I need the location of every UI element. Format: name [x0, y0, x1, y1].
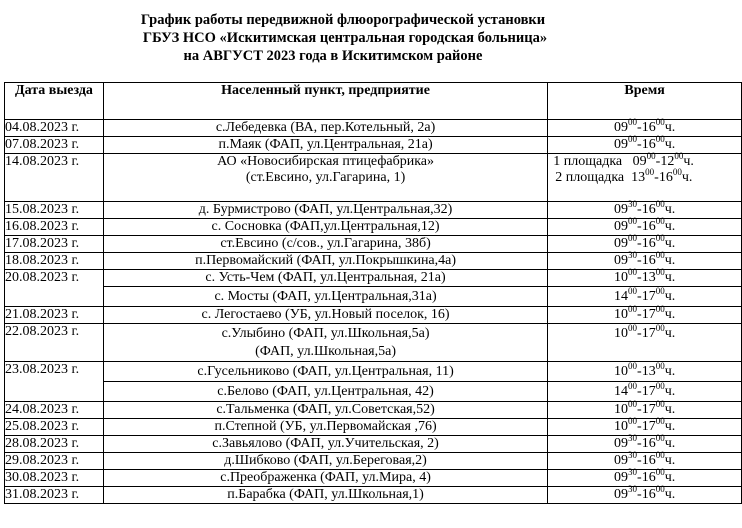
place-cell: с. Легостаево (УБ, ул.Новый поселок, 16): [103, 307, 547, 324]
time-cell: $09^{00}-16^{00}ч$.: [548, 137, 742, 154]
table-row: [5, 307, 742, 324]
date-cell: 16.08.2023 г.: [5, 219, 104, 236]
time-cell: $09^{30}-16^{00}ч$.: [548, 202, 742, 219]
date-cell: 24.08.2023 г.: [5, 402, 104, 419]
date-cell: 21.08.2023 г.: [5, 307, 104, 324]
date-cell: 20.08.2023 г.: [5, 270, 104, 307]
place-cell: д.Шибково (ФАП, ул.Береговая,2): [103, 453, 547, 470]
table-row: [5, 362, 742, 382]
date-cell: 17.08.2023 г.: [5, 236, 104, 253]
time-cell: $09^{00}-16^{00}ч$.: [548, 120, 742, 137]
time-cell: $10^{00}-17^{00}ч$.: [548, 419, 742, 436]
time-cell: $09^{30}-16^{00}ч$.: [548, 453, 742, 470]
title-line-2: ГБУЗ НСО «Искитимская центральная городская больница»: [142, 30, 548, 46]
date-cell: 23.08.2023 г.: [5, 362, 104, 402]
place-cell: п.Барабка (ФАП, ул.Школьная,1): [103, 487, 547, 504]
place-cell: с.Гусельниково (ФАП, ул.Центральная, 11): [103, 362, 547, 382]
time-cell: $10^{00}-17^{00}ч$.: [548, 402, 742, 419]
date-cell: 25.08.2023 г.: [5, 419, 104, 436]
date-cell: 14.08.2023 г.: [5, 154, 104, 202]
time-cell: $10^{00}-13^{00}ч$.: [548, 270, 742, 287]
date-cell: 30.08.2023 г.: [5, 470, 104, 487]
date-cell: 28.08.2023 г.: [5, 436, 104, 453]
table-header-row: [5, 83, 742, 120]
time-cell: $09^{00}-16^{00}ч$.: [548, 236, 742, 253]
time-cell: $09^{00}-16^{00}ч$.: [548, 219, 742, 236]
time-cell: $10^{00}-17^{00}ч$.: [548, 307, 742, 324]
table-row: [5, 324, 742, 362]
date-cell: 29.08.2023 г.: [5, 453, 104, 470]
time-cell: $09^{30}-16^{00}ч$.: [548, 470, 742, 487]
time-cell: $14^{00}-17^{00}ч$.: [548, 287, 742, 307]
title-line-1: График работы передвижной флюорографической установки: [140, 12, 546, 28]
date-cell: 22.08.2023 г.: [5, 324, 104, 362]
place-cell: п.Маяк (ФАП, ул.Центральная, 21а): [103, 137, 547, 154]
place-cell: с.Завьялово (ФАП, ул.Учительская, 2): [103, 436, 547, 453]
date-cell: 31.08.2023 г.: [5, 487, 104, 504]
time-cell: $09^{30}-16^{00}ч$.: [548, 487, 742, 504]
date-cell: 04.08.2023 г.: [5, 120, 104, 137]
place-cell: с.Тальменка (ФАП, ул.Советская,52): [103, 402, 547, 419]
place-cell: с.Улыбино (ФАП, ул.Школьная,5а) (ФАП, ул.Школьная,5а): [103, 324, 547, 362]
place-cell: д. Бурмистрово (ФАП, ул.Центральная,32): [103, 202, 547, 219]
place-cell: АО «Новосибирская птицефабрика» (ст.Евсино, ул.Гагарина, 1): [103, 154, 547, 202]
document-title: [0, 11, 742, 65]
place-cell: с. Мосты (ФАП, ул.Центральная,31а): [103, 287, 547, 307]
header-time: Время: [548, 83, 742, 120]
table-row: [5, 270, 742, 287]
place-cell: с.Преображенка (ФАП, ул.Мира, 4): [103, 470, 547, 487]
date-cell: 18.08.2023 г.: [5, 253, 104, 270]
table-row: [5, 154, 742, 202]
place-cell: с.Белово (ФАП, ул.Центральная, 42): [103, 382, 547, 402]
place-cell: п.Первомайский (ФАП, ул.Покрышкина,4а): [103, 253, 547, 270]
time-cell: $10^{00}-13^{00}ч$.: [548, 362, 742, 382]
table-row: [5, 487, 742, 504]
header-place: Населенный пункт, предприятие: [103, 83, 547, 120]
place-cell: п.Степной (УБ, ул.Первомайская ,76): [103, 419, 547, 436]
place-cell: с. Сосновка (ФАП,ул.Центральная,12): [103, 219, 547, 236]
date-cell: 07.08.2023 г.: [5, 137, 104, 154]
date-cell: 15.08.2023 г.: [5, 202, 104, 219]
title-line-3: на АВГУСТ 2023 года в Искитимском районе: [183, 48, 483, 64]
schedule-table: [4, 82, 742, 504]
place-cell: с. Усть-Чем (ФАП, ул.Центральная, 21а): [103, 270, 547, 287]
place-cell: ст.Евсино (с/сов., ул.Гагарина, 38б): [103, 236, 547, 253]
time-cell: $10^{00}-17^{00}ч$.: [548, 324, 742, 362]
time-cell: $09^{30}-16^{00}ч$.: [548, 436, 742, 453]
header-date: Дата выезда: [5, 83, 104, 120]
time-cell: $14^{00}-17^{00}ч$.: [548, 382, 742, 402]
place-cell: с.Лебедевка (ВА, пер.Котельный, 2а): [103, 120, 547, 137]
time-cell: $09^{30}-16^{00}ч$.: [548, 253, 742, 270]
table-row: [5, 137, 742, 154]
time-cell: 1 площадка $09^{00}-12^{00}ч$. 2 площадка $13^{00}-16^{00}ч$.: [548, 154, 742, 202]
